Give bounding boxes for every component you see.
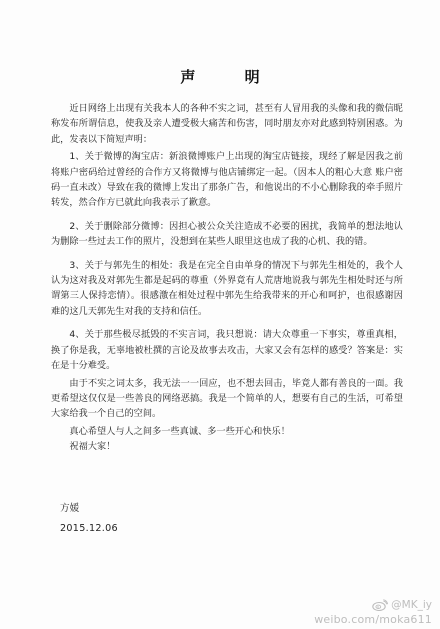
- weibo-logo-icon: [372, 599, 388, 611]
- intro-paragraph: 近日网络上出现有关我本人的各种不实之词，甚至有人冒用我的头像和我的微信昵称发布所谓信息，使我及亲人遭受极大痛苦和伤害，同时朋友亦对此感到特别困惑。为此，发表以下简短声明：: [51, 103, 403, 145]
- wish-paragraph: 真心希望人与人之间多一些真诚、多一些开心和快乐！: [69, 425, 290, 437]
- signature-name: 方媛: [60, 503, 80, 514]
- closing-paragraph: 由于不实之词太多，我无法一一回应，也不想去回击，毕竟人都有善良的一面。我更希望这仅仅是一些善良的网络恶搞。我是一个简单的人，想要有自己的生活，可希望大家给我一个自己的空间。: [51, 377, 403, 420]
- point-4-paragraph: 4、关于那些极尽抵毁的不实言词，我只想说：请大众尊重一下事实，尊重真相，换了你是我，无辜地被杜撰的言论及故事去攻击，大家又会有怎样的感受？答案是：实在是十分难受。: [51, 329, 403, 372]
- watermark-url: weibo.com/moka611: [314, 613, 432, 626]
- document-body: [51, 101, 403, 455]
- point-2-paragraph: 2、关于删除部分微博：因担心被公众关注造成不必要的困扰，我简单的想法地认为删除一些过去工作的照片，没想到在某些人眼里这也成了我的心机、我的错。: [51, 220, 403, 248]
- point-3-paragraph: 3、关于与郭先生的相处：我是在完全自由单身的情况下与郭先生相处的，我个人认为这对我及对郭先生都是起码的尊重（外界竟有人荒唐地说我与郭先生相处时还与所谓第三人保持恋情）。很感激在相处过程中郭先生给我带来的开心和呵护，也很感谢因难的这几天郭先生对我的支持和信任。: [51, 259, 403, 317]
- signature-date: 2015.12.06: [60, 523, 118, 534]
- blessing-paragraph: 祝福大家！: [69, 441, 116, 453]
- watermark-handle: [372, 599, 432, 611]
- point-1-paragraph: 1、关于微博的淘宝店：新浪微博账户上出现的淘宝店链接，现经了解是因我之前将账户密码给过曾经的合作方又将微博与他店铺绑定一起。（因本人的粗心大意 账户密码一直未改）导致在我的微博上发出了那条广告，和他说出的不小心删除我的牵手照片转发，然合作方已就此向我表示了歉意。: [51, 151, 403, 209]
- document-title: 声 明: [180, 68, 282, 86]
- watermark-handle-text: @MK_iy: [391, 599, 432, 611]
